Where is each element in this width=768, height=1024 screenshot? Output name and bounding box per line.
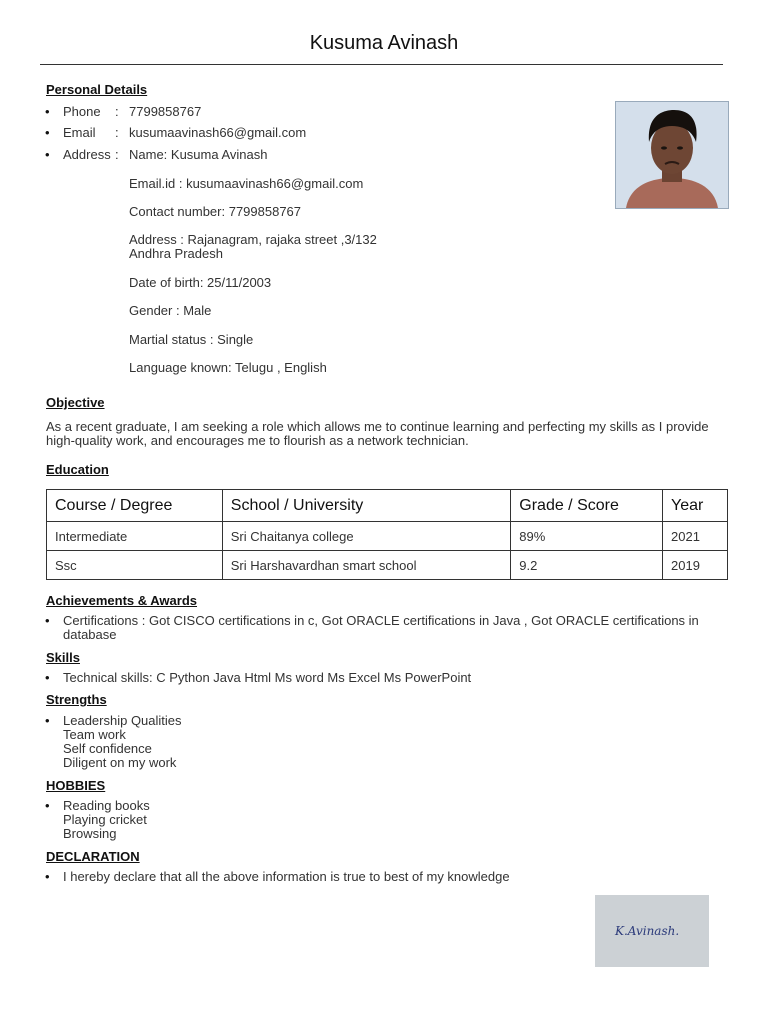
- signature-text: K.Avinash.: [615, 924, 680, 938]
- section-achievements: Achievements & Awards: [46, 593, 198, 608]
- address-line: Address : Rajanagram, rajaka street ,3/132: [129, 232, 377, 247]
- column-header: Year: [663, 490, 728, 522]
- strength-item: Team work: [63, 727, 126, 742]
- achievement-text: Certifications : Got CISCO certifications in c, Got ORACLE certifications in Java , Got ORACLE certifications in: [63, 613, 699, 628]
- address-line: Contact number: 7799858767: [129, 204, 302, 219]
- address-line: Andhra Pradesh: [129, 246, 223, 261]
- strength-item: Self confidence: [63, 741, 152, 756]
- bullet: •: [45, 798, 50, 813]
- bullet: •: [45, 147, 50, 162]
- table-row: [47, 522, 728, 551]
- table-row: [47, 551, 728, 580]
- bullet: •: [45, 869, 50, 884]
- table-cell: 2019: [663, 551, 728, 580]
- column-header: School / University: [222, 490, 511, 522]
- colon: :: [115, 125, 119, 140]
- section-skills: Skills: [46, 650, 80, 665]
- declaration-text: I hereby declare that all the above information is true to best of my knowledge: [63, 869, 510, 884]
- address-line: Email.id : kusumaavinash66@gmail.com: [129, 176, 364, 191]
- objective-text: As a recent graduate, I am seeking a role which allows me to continue learning and perfecting my skills as I provide high-quality work, and encourages me to flourish as a network technician.: [46, 419, 709, 448]
- achievement-text: database: [63, 627, 117, 642]
- title-divider: [40, 64, 723, 65]
- signature-image: [595, 895, 709, 967]
- phone-value: 7799858767: [129, 104, 202, 119]
- section-education: Education: [46, 462, 109, 477]
- address-label: Address: [63, 147, 111, 162]
- section-personal-details: Personal Details: [46, 82, 148, 97]
- hobby-item: Browsing: [63, 826, 117, 841]
- phone-label: Phone: [63, 104, 101, 119]
- column-header: Course / Degree: [47, 490, 223, 522]
- address-line: Date of birth: 25/11/2003: [129, 275, 272, 290]
- section-strengths: Strengths: [46, 692, 107, 707]
- section-objective: Objective: [46, 395, 105, 410]
- email-value: kusumaavinash66@gmail.com: [129, 125, 307, 140]
- address-line: Gender : Male: [129, 303, 212, 318]
- hobby-item: Playing cricket: [63, 812, 147, 827]
- column-header: Grade / Score: [511, 490, 663, 522]
- colon: :: [115, 147, 119, 162]
- table-cell: 89%: [511, 522, 663, 551]
- table-cell: Sri Chaitanya college: [222, 522, 511, 551]
- table-cell: Ssc: [47, 551, 223, 580]
- section-declaration: DECLARATION: [46, 849, 140, 864]
- table-cell: Sri Harshavardhan smart school: [222, 551, 511, 580]
- profile-photo: [615, 101, 729, 209]
- table-cell: 2021: [663, 522, 728, 551]
- table-cell: Intermediate: [47, 522, 223, 551]
- address-line: Martial status : Single: [129, 332, 254, 347]
- email-label: Email: [63, 125, 96, 140]
- strength-item: Diligent on my work: [63, 755, 177, 770]
- table-cell: 9.2: [511, 551, 663, 580]
- bullet: •: [45, 125, 50, 140]
- strength-item: Leadership Qualities: [63, 713, 182, 728]
- education-table: [46, 489, 728, 580]
- bullet: •: [45, 104, 50, 119]
- hobby-item: Reading books: [63, 798, 150, 813]
- colon: :: [115, 104, 119, 119]
- skills-text: Technical skills: C Python Java Html Ms word Ms Excel Ms PowerPoint: [63, 670, 472, 685]
- address-line: Name: Kusuma Avinash: [129, 147, 268, 162]
- bullet: •: [45, 613, 50, 628]
- bullet: •: [45, 713, 50, 728]
- table-header-row: [47, 490, 728, 522]
- section-hobbies: HOBBIES: [46, 778, 106, 793]
- address-line: Language known: Telugu , English: [129, 360, 327, 375]
- resume-name: Kusuma Avinash: [309, 32, 459, 54]
- bullet: •: [45, 670, 50, 685]
